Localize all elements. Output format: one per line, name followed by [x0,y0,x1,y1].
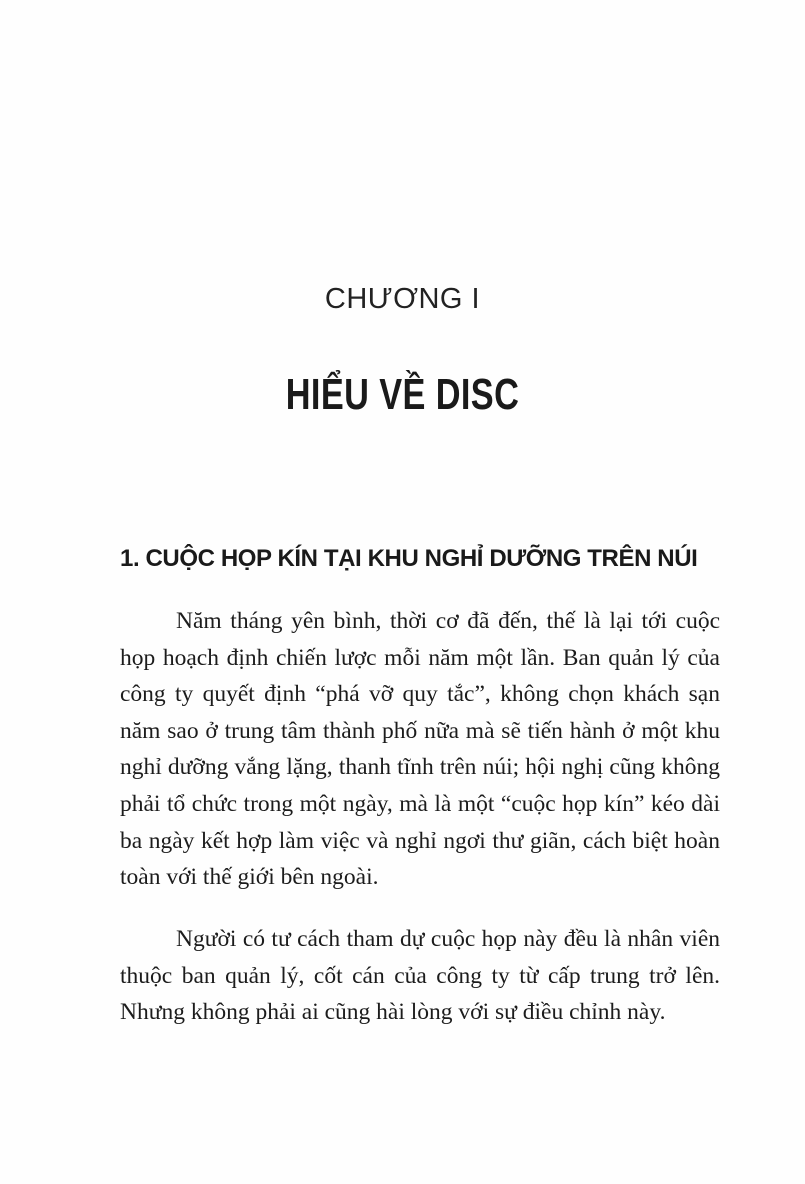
chapter-label: CHƯƠNG I [324,283,481,315]
paragraph-block [120,921,720,1031]
paragraph-block [120,603,720,896]
paragraph: Năm tháng yên bình, thời cơ đã đến, thế là lại tới cuộc họp hoạch định chiến lược mỗi năm một lần. Ban quản lý của công ty quyết định “phá vỡ quy tắc”, không chọn khách sạn năm sao ở trung tâm thành phố nữa mà sẽ tiến hành ở một khu nghỉ dưỡng vắng lặng, thanh tĩnh trên núi; hội nghị cũng không phải tổ chức trong một ngày, mà là một “cuộc họp kín” kéo dài ba ngày kết hợp làm việc và nghỉ ngơi thư giãn, cách biệt hoàn toàn với thế giới bên ngoài. [120,608,720,891]
section-heading: 1. CUỘC HỌP KÍN TẠI KHU NGHỈ DƯỠNG TRÊN NÚI [120,545,698,572]
paragraph: Người có tư cách tham dự cuộc họp này đều là nhân viên thuộc ban quản lý, cốt cán của công ty từ cấp trung trở lên. Nhưng không phải ai cũng hài lòng với sự điều chỉnh này. [120,926,720,1026]
chapter-title: HIỂU VỀ DISC [285,370,520,419]
